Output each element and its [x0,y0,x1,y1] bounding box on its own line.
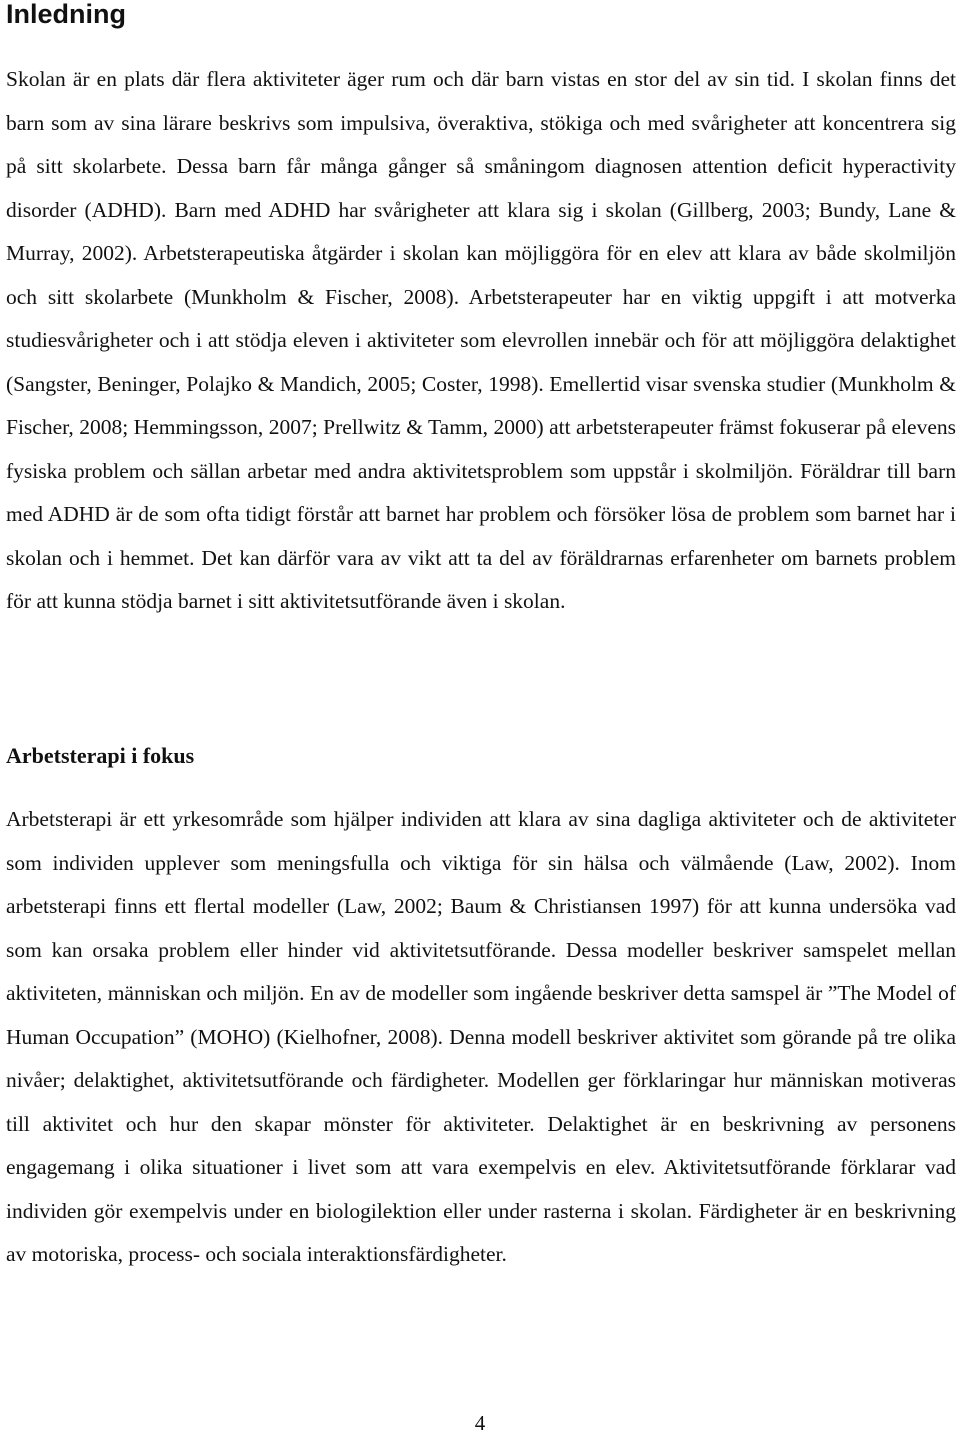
section-heading-inledning: Inledning [6,0,126,29]
focus-paragraph: Arbetsterapi är ett yrkesområde som hjälper individen att klara av sina dagliga aktiviteter och de aktiviteter som individen upplever som meningsfulla och viktiga för sin hälsa och välmående (Law, 2002). Inom arbetsterapi finns ett flertal modeller (Law, 2002; Baum & Christiansen 1997) för att kunna undersöka vad som kan orsaka problem eller hinder vid aktivitetsutförande. Dessa modeller beskriver samspelet mellan aktiviteten, människan och miljön. En av de modeller som ingående beskriver detta samspel är ”The Model of Human Occupation” (MOHO) (Kielhofner, 2008). Denna modell beskriver aktivitet som görande på tre olika nivåer; delaktighet, aktivitetsutförande och färdigheter. Modellen ger förklaringar hur människan motiveras till aktivitet och hur den skapar mönster för aktiviteter. Delaktighet är en beskrivning av personens engagemang i olika situationer i livet som att vara exempelvis en elev. Aktivitetsutförande förklarar vad individen gör exempelvis under en biologilektion eller under rasterna i skolan. Färdigheter är en beskrivning av motoriska, process- och sociala interaktionsfärdigheter. [6,807,956,1266]
section-heading-arbetsterapi: Arbetsterapi i fokus [6,743,195,768]
intro-paragraph: Skolan är en plats där flera aktiviteter äger rum och där barn vistas en stor del av sin tid. I skolan finns det barn som av sina lärare beskrivs som impulsiva, överaktiva, stökiga och med svårigheter att koncentrera sig på sitt skolarbete. Dessa barn får många gånger så småningom diagnosen attention deficit hyperactivity disorder (ADHD). Barn med ADHD har svårigheter att klara sig i skolan (Gillberg, 2003; Bundy, Lane & Murray, 2002). Arbetsterapeutiska åtgärder i skolan kan möjliggöra för en elev att klara av både skolmiljön och sitt skolarbete (Munkholm & Fischer, 2008). Arbetsterapeuter har en viktig uppgift i att motverka studiesvårigheter och i att stödja eleven i aktiviteter som elevrollen innebär och för att möjliggöra delaktighet (Sangster, Beninger, Polajko & Mandich, 2005; Coster, 1998). Emellertid visar svenska studier (Munkholm & Fischer, 2008; Hemmingsson, 2007; Prellwitz & Tamm, 2000) att arbetsterapeuter främst fokuserar på elevens fysiska problem och sällan arbetar med andra aktivitetsproblem som uppstår i skolmiljön. Föräldrar till barn med ADHD är de som ofta tidigt förstår att barnet har problem och försöker lösa de problem som barnet har i skolan och i hemmet. Det kan därför vara av vikt att ta del av föräldrarnas erfarenheter om barnets problem för att kunna stödja barnet i sitt aktivitetsutförande även i skolan. [6,67,956,613]
page-number: 4 [474,1411,486,1435]
